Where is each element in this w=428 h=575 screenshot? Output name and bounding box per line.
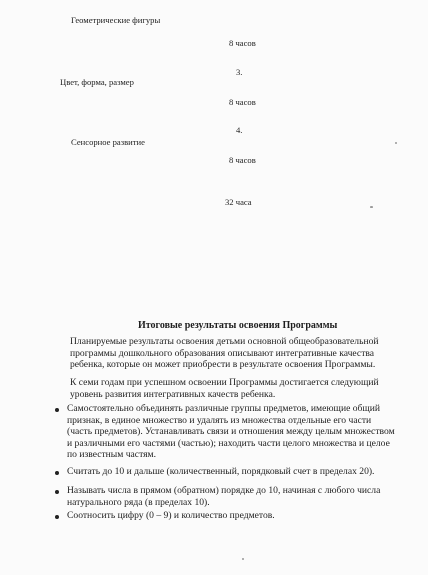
bullet-dot <box>55 408 59 412</box>
intro-line: ребенка, которые он может приобрести в результате освоения Программы. <box>70 359 376 371</box>
bullet-line: (часть предметов). Устанавливать связи и отношения между целым множеством <box>67 426 395 438</box>
bullet-line: натурального ряда (в пределах 10). <box>67 496 210 508</box>
scan-speck <box>370 206 373 208</box>
bullet-line: по известным частям. <box>67 449 157 461</box>
age-paragraph <box>70 377 415 400</box>
scan-speck <box>395 142 397 144</box>
row-2-hours: 8 часов <box>229 97 256 107</box>
intro-paragraph <box>70 336 415 371</box>
bullet-dot <box>55 490 59 494</box>
bullet-line: Самостоятельно объединять различные группы предметов, имеющие общий <box>67 403 381 414</box>
bullet-line: Называть числа в прямом (обратном) порядке до 10, начиная с любого числа <box>67 485 381 496</box>
bullet-line: и различными его частями (частью); находить части целого множества и целое <box>67 437 390 449</box>
bullet-item-2 <box>67 466 417 478</box>
intro-line: программы дошкольного образования описывают интегративные качества <box>70 347 375 359</box>
results-title: Итоговые результаты освоения Программы <box>138 320 338 331</box>
age-line: уровень развития интегративных качеств ребенка. <box>70 388 276 400</box>
scan-speck <box>242 558 244 560</box>
row-1-topic: Геометрические фигуры <box>71 15 161 25</box>
age-line: К семи годам при успешном освоении Программы достигается следующий <box>70 377 379 388</box>
bullet-line: Считать до 10 и дальше (количественный, порядковый счет в пределах 20). <box>67 466 375 477</box>
bullet-item-1 <box>67 403 417 461</box>
row-3-topic: Сенсорное развитие <box>71 137 145 147</box>
bullet-dot <box>55 471 59 475</box>
intro-line: Планируемые результаты освоения детьми основной общеобразовательной <box>70 336 379 347</box>
bullet-line: признак, в единое множество и удалять из множества отдельные его части <box>67 414 372 426</box>
row-3-number: 4. <box>236 125 243 135</box>
bullet-dot <box>55 515 59 519</box>
row-2-number: 3. <box>236 67 243 77</box>
row-3-hours: 8 часов <box>229 155 256 165</box>
bullet-item-4 <box>67 510 417 522</box>
row-2-topic: Цвет, форма, размер <box>60 77 134 87</box>
row-1-hours: 8 часов <box>229 38 256 48</box>
bullet-item-3 <box>67 485 417 508</box>
bullet-line: Соотносить цифру (0 – 9) и количество предметов. <box>67 510 275 521</box>
total-hours: 32 часа <box>225 197 252 207</box>
